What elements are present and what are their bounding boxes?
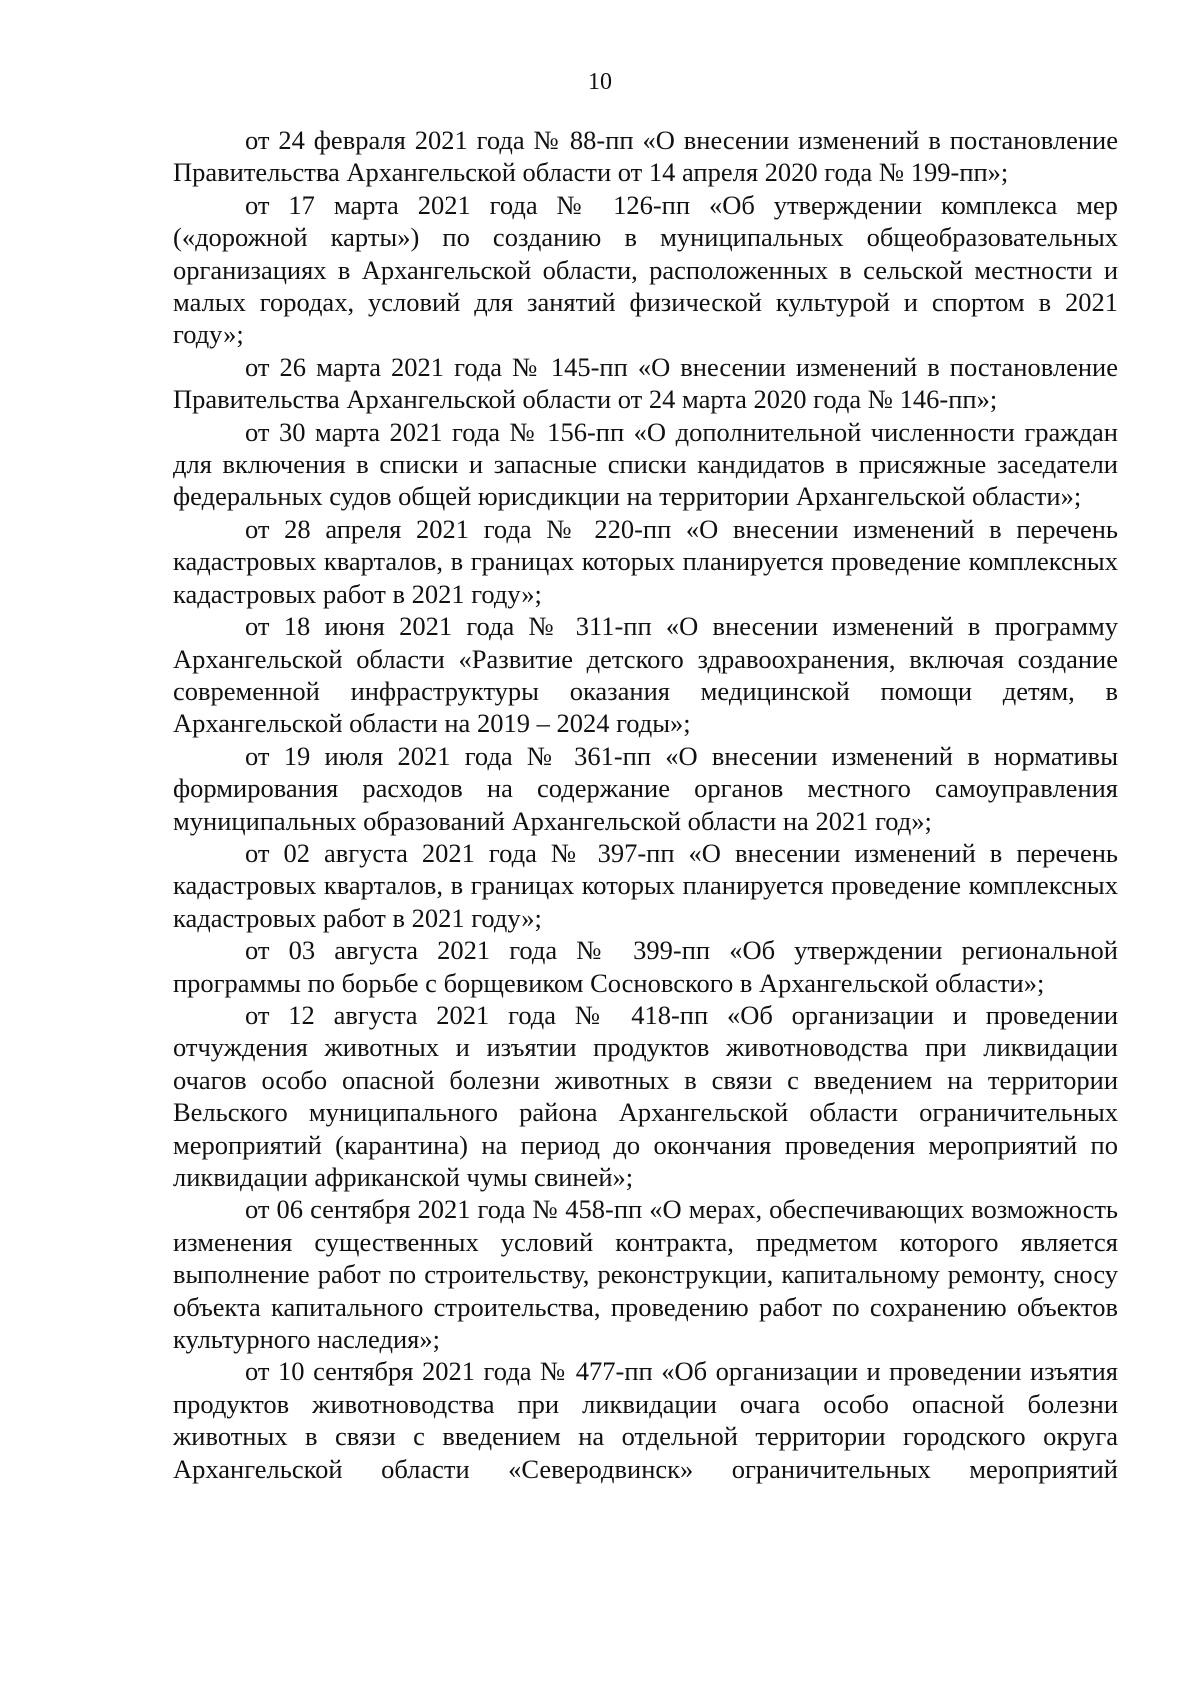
list-item: от 19 июля 2021 года № 361-пп «О внесении изменений в нормативы формирования расходов на содержание органов местного самоуправления муниципальных образований Архангельской области на 2021 год»; xyxy=(173,740,1118,836)
list-item: от 03 августа 2021 года № 399-пп «Об утверждении региональной программы по борьбе с борщевиком Сосновского в Архангельской области»; xyxy=(173,935,1118,998)
list-item: от 26 марта 2021 года № 145-пп «О внесении изменений в постановление Правительства Архангельской области от 24 марта 2020 года № 146-пп»; xyxy=(173,351,1118,415)
list-item: от 06 сентября 2021 года № 458-пп «О мерах, обеспечивающих возможность изменения существенных условий контракта, предметом которого является выполнение работ по строительству, реконструкции, капитальному ремонту, сносу объекта капитального строительства, проведению работ по сохранению объектов культурного наследия»; xyxy=(173,1194,1118,1355)
list-item: от 24 февраля 2021 года № 88-пп «О внесении изменений в постановление Правительства Архангельской области от 14 апреля 2020 года № 199-пп»; xyxy=(173,125,1118,188)
list-item: от 28 апреля 2021 года № 220-пп «О внесении изменений в перечень кадастровых кварталов, в границах которых планируется проведение комплексных кадастровых работ в 2021 году»; xyxy=(173,513,1118,609)
page-number: 10 xyxy=(588,69,612,95)
document-body xyxy=(173,124,1118,1485)
list-item: от 18 июня 2021 года № 311-пп «О внесении изменений в программу Архангельской области «Развитие детского здравоохранения, включая создание современной инфраструктуры оказания медицинской помощи детям, в Архангельской области на 2019 – 2024 годы»; xyxy=(173,611,1118,739)
list-item: от 30 марта 2021 года № 156-пп «О дополнительной численности граждан для включения в списки и запасные списки кандидатов в присяжные заседатели федеральных судов общей юрисдикции на территории Архангельской области»; xyxy=(173,416,1118,512)
list-item: от 17 марта 2021 года № 126-пп «Об утверждении комплекса мер («дорожной карты») по созданию в муниципальных общеобразовательных организациях в Архангельской области, расположенных в сельской местности и малых городах, условий для занятий физической культурой и спортом в 2021 году»; xyxy=(173,189,1118,350)
list-item: от 12 августа 2021 года № 418-пп «Об организации и проведении отчуждения животных и изъятии продуктов животноводства при ликвидации очагов особо опасной болезни животных в связи с введением на территории Вельского муниципального района Архангельской области ограничительных мероприятий (карантина) на период до окончания проведения мероприятий по ликвидации африканской чумы свиней»; xyxy=(173,999,1118,1192)
list-item: от 10 сентября 2021 года № 477-пп «Об организации и проведении изъятия продуктов животноводства при ликвидации очага особо опасной болезни животных в связи с введением на отдельной территории городского округа Архангельской области «Северодвинск» ограничительных мероприятий xyxy=(173,1356,1118,1484)
list-item: от 02 августа 2021 года № 397-пп «О внесении изменений в перечень кадастровых кварталов, в границах которых планируется проведение комплексных кадастровых работ в 2021 году»; xyxy=(173,837,1118,933)
